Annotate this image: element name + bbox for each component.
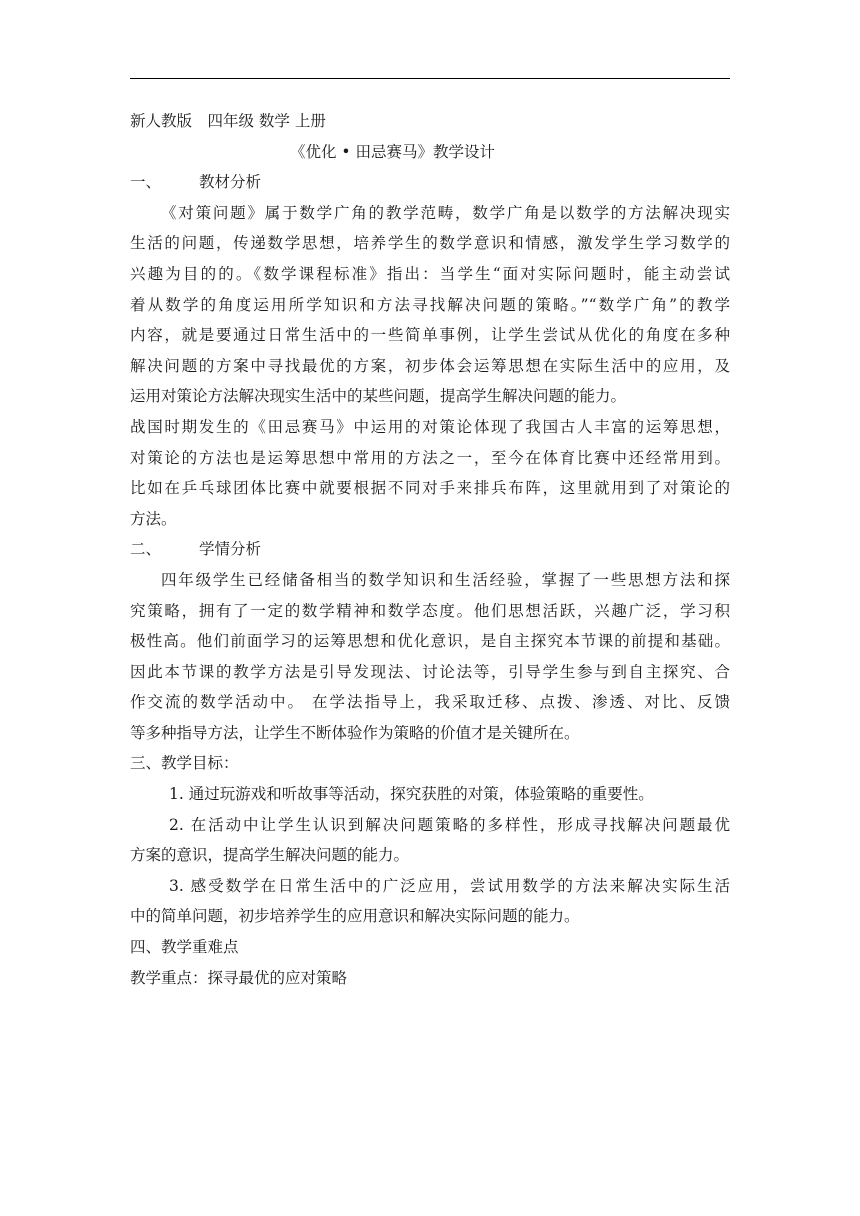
paragraph-line: 《对策问题》属于数学广角的教学范畴，数学广角是以数学的方法解决现实 [161, 203, 730, 222]
section-number: 二、 [130, 540, 162, 559]
paragraph-line: 方案的意识，提高学生解决问题的能力。 [130, 846, 410, 865]
paragraph-line: 究策略，拥有了一定的数学精神和数学态度。他们思想活跃，兴趣广泛，学习积 [130, 601, 730, 620]
objective-item-1: 1. 通过玩游戏和听故事等活动，探究获胜的对策，体验策略的重要性。 [169, 785, 654, 804]
paragraph-line: 兴趣为目的的。《数学课程标准》指出：当学生“面对实际问题时，能主动尝试 [130, 264, 730, 283]
section-title: 学情分析 [199, 540, 262, 559]
paragraph-line: 生活的问题，传递数学思想，培养学生的数学意识和情感，激发学生学习数学的 [130, 234, 730, 253]
objective-item-3: 3. 感受数学在日常生活中的广泛应用，尝试用数学的方法来解决实际生活 [169, 876, 730, 895]
document-title: 《优化 • 田忌赛马》教学设计 [290, 142, 495, 161]
paragraph-line: 方法。 [130, 509, 177, 528]
paragraph-line: 战国时期发生的《田忌赛马》中运用的对策论体现了我国古人丰富的运筹思想， [130, 417, 730, 436]
paragraph-line: 作交流的数学活动中。 在学法指导上，我采取迁移、点拨、渗透、对比、反馈 [130, 693, 730, 712]
objective-item-2: 2. 在活动中让学生认识到解决问题策略的多样性，形成寻找解决问题最优 [169, 815, 730, 834]
section-title: 教材分析 [199, 173, 262, 192]
paragraph-line: 极性高。他们前面学习的运筹思想和优化意识，是自主探究本节课的前提和基础。 [130, 632, 730, 651]
paragraph-line: 对策论的方法也是运筹思想中常用的方法之一，至今在体育比赛中还经常用到。 [130, 448, 730, 467]
paragraph-line: 比如在乒乓球团体比赛中就要根据不同对手来排兵布阵，这里就用到了对策论的 [130, 479, 730, 498]
paragraph-line: 中的简单问题，初步培养学生的应用意识和解决实际问题的能力。 [130, 907, 580, 926]
paragraph-line: 因此本节课的教学方法是引导发现法、讨论法等，引导学生参与到自主探究、合 [130, 662, 730, 681]
paragraph-line: 四年级学生已经储备相当的数学知识和生活经验，掌握了一些思想方法和探 [161, 570, 730, 589]
paragraph-line: 等多种指导方法，让学生不断体验作为策略的价值才是关键所在。 [130, 723, 580, 742]
section-number: 一、 [130, 173, 162, 192]
document-body [130, 106, 730, 993]
course-header: 新人教版 四年级 数学 上册 [130, 112, 326, 130]
header-rule [130, 78, 730, 79]
key-point-line: 教学重点：探寻最优的应对策略 [130, 968, 348, 987]
paragraph-line: 着从数学的角度运用所学知识和方法寻找解决问题的策略。”“数学广角”的教学 [130, 295, 730, 314]
paragraph-line: 内容，就是要通过日常生活中的一些简单事例，让学生尝试从优化的角度在多种 [130, 326, 730, 345]
paragraph-line: 运用对策论方法解决现实生活中的某些问题，提高学生解决问题的能力。 [130, 387, 627, 406]
section-heading-4: 四、教学重难点 [130, 938, 239, 957]
section-heading-1 [130, 167, 730, 198]
paragraph-line: 解决问题的方案中寻找最优的方案，初步体会运筹思想在实际生活中的应用，及 [130, 356, 730, 375]
section-heading-3: 三、教学目标： [130, 754, 239, 773]
section-heading-2 [130, 534, 730, 565]
